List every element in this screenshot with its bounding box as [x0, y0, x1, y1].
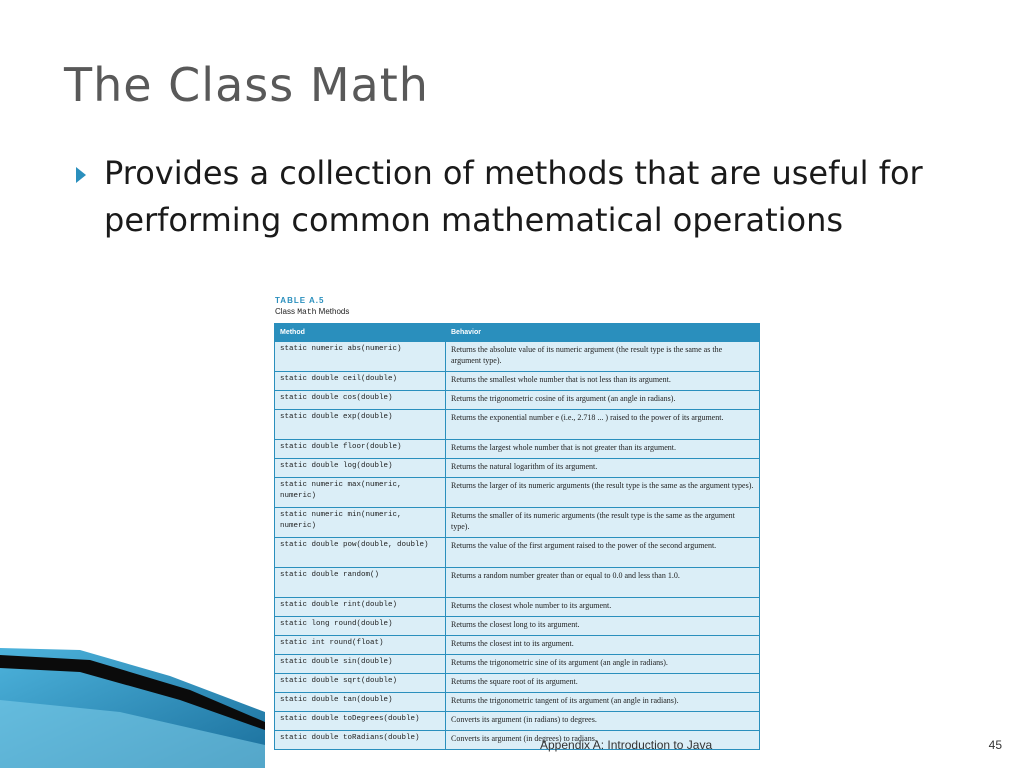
math-methods-table: [274, 323, 760, 750]
table-row: [275, 538, 760, 568]
method-cell: static double sin(double): [275, 655, 446, 674]
method-cell: static long round(double): [275, 617, 446, 636]
behavior-cell: Converts its argument (in degrees) to radians.: [446, 731, 760, 750]
behavior-cell: Returns the smallest whole number that is not less than its argument.: [446, 372, 760, 391]
table-row: [275, 372, 760, 391]
table-row: [275, 712, 760, 731]
method-cell: static double pow(double, double): [275, 538, 446, 568]
method-cell: static double sqrt(double): [275, 674, 446, 693]
table-row: [275, 459, 760, 478]
method-cell: static double toRadians(double): [275, 731, 446, 750]
method-cell: static double random(): [275, 568, 446, 598]
behavior-cell: Returns the natural logarithm of its argument.: [446, 459, 760, 478]
method-cell: static double ceil(double): [275, 372, 446, 391]
behavior-cell: Returns the closest long to its argument.: [446, 617, 760, 636]
caption-code: Math: [297, 308, 317, 317]
behavior-cell: Returns the absolute value of its numeric argument (the result type is the same as the argument type).: [446, 342, 760, 372]
table-row: [275, 508, 760, 538]
header-method: Method: [275, 324, 446, 342]
caption-suffix: Methods: [316, 307, 350, 316]
behavior-cell: Returns the larger of its numeric arguments (the result type is the same as the argument types).: [446, 478, 760, 508]
table-row: [275, 410, 760, 440]
caption-prefix: Class: [275, 307, 298, 316]
behavior-cell: Returns the value of the first argument raised to the power of the second argument.: [446, 538, 760, 568]
method-cell: static double exp(double): [275, 410, 446, 440]
method-cell: static numeric max(numeric, numeric): [275, 478, 446, 508]
table-row: [275, 568, 760, 598]
table-header-row: [275, 324, 760, 342]
method-cell: static int round(float): [275, 636, 446, 655]
behavior-cell: Returns a random number greater than or equal to 0.0 and less than 1.0.: [446, 568, 760, 598]
method-cell: static numeric abs(numeric): [275, 342, 446, 372]
slide-footer: Appendix A: Introduction to Java: [540, 738, 713, 752]
table-row: [275, 693, 760, 712]
method-cell: static double rint(double): [275, 598, 446, 617]
table-label: TABLE A.5: [275, 296, 325, 305]
bullet-arrow-icon: [76, 167, 86, 183]
page-number: 45: [988, 738, 1002, 752]
slide-title: The Class Math: [64, 58, 429, 112]
behavior-cell: Converts its argument (in radians) to degrees.: [446, 712, 760, 731]
method-cell: static double tan(double): [275, 693, 446, 712]
table-row: [275, 674, 760, 693]
bullet-text: Provides a collection of methods that are useful for performing common mathematical operations: [104, 154, 923, 239]
table-row: [275, 617, 760, 636]
behavior-cell: Returns the trigonometric tangent of its argument (an angle in radians).: [446, 693, 760, 712]
table-row: [275, 440, 760, 459]
behavior-cell: Returns the closest int to its argument.: [446, 636, 760, 655]
behavior-cell: Returns the smaller of its numeric arguments (the result type is the same as the argument type).: [446, 508, 760, 538]
table-row: [275, 655, 760, 674]
table-row: [275, 342, 760, 372]
behavior-cell: Returns the square root of its argument.: [446, 674, 760, 693]
behavior-cell: Returns the trigonometric sine of its argument (an angle in radians).: [446, 655, 760, 674]
table-row: [275, 478, 760, 508]
method-cell: static double cos(double): [275, 391, 446, 410]
header-behavior: Behavior: [446, 324, 760, 342]
table-row: [275, 598, 760, 617]
method-cell: static numeric min(numeric, numeric): [275, 508, 446, 538]
behavior-cell: Returns the largest whole number that is not greater than its argument.: [446, 440, 760, 459]
behavior-cell: Returns the trigonometric cosine of its argument (an angle in radians).: [446, 391, 760, 410]
method-cell: static double floor(double): [275, 440, 446, 459]
math-methods-figure: [265, 288, 770, 748]
table-caption: [275, 307, 349, 317]
method-cell: static double log(double): [275, 459, 446, 478]
method-cell: static double toDegrees(double): [275, 712, 446, 731]
table-row: [275, 391, 760, 410]
behavior-cell: Returns the closest whole number to its argument.: [446, 598, 760, 617]
behavior-cell: Returns the exponential number e (i.e., 2.718 ... ) raised to the power of its argument.: [446, 410, 760, 440]
table-row: [275, 636, 760, 655]
